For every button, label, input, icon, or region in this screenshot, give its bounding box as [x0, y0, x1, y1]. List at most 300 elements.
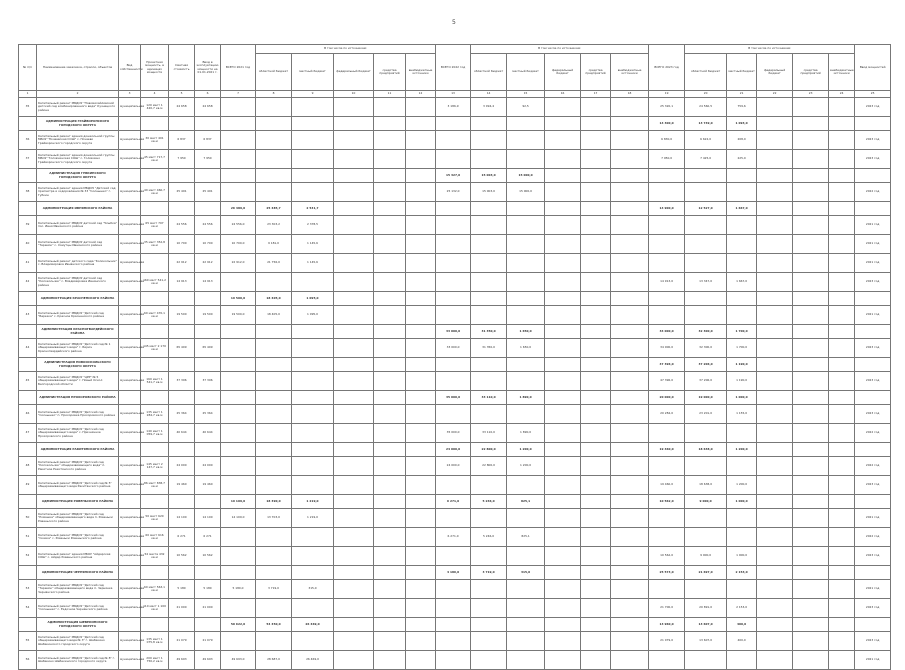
cell-t21 [221, 183, 256, 202]
cell-empty [793, 254, 829, 273]
cell-empty [793, 202, 829, 216]
col-total-2021: ВСЕГО 2021 год [221, 45, 256, 91]
cell-l21 [292, 358, 334, 372]
cell-r23: 23 201,0 [685, 405, 727, 424]
cell-empty [406, 580, 436, 599]
cell-empty [406, 618, 436, 632]
cell-r23: 9 000,0 [685, 547, 727, 566]
cell-name: Капитальный ремонт МБДОУ детский сад "Колокольчик" с. Владимировка Ивнянского района [37, 273, 119, 292]
cell-empty [545, 599, 581, 618]
cell-r22: 5 246,0 [471, 495, 507, 509]
cell-cap: 135 мест 1 284,7 кв.м [141, 405, 169, 424]
cell-empty [141, 325, 169, 339]
cell-l23 [727, 509, 757, 528]
cell-inp: 2023 год [855, 150, 891, 169]
cell-r22: 33 110,0 [471, 424, 507, 443]
cell-l23 [727, 235, 757, 254]
cell-l21 [292, 339, 334, 358]
column-number: 25 [855, 91, 891, 98]
cell-cap: 160 мест 541,2 кв.м [141, 273, 169, 292]
cell-l22 [507, 509, 545, 528]
cell-cost: 37 396 [169, 372, 195, 391]
column-number: 3 [119, 91, 141, 98]
cell-empty [406, 202, 436, 216]
cell-own: муниципальная [119, 372, 141, 391]
cell-l23 [727, 580, 757, 599]
cell-cost: 65 409 [169, 339, 195, 358]
cell-empty [581, 495, 611, 509]
cell-l23: 400,0 [727, 618, 757, 632]
cell-l22: 92,5 [507, 98, 545, 117]
cell-t22: 4 186,0 [436, 566, 471, 580]
cell-t23 [649, 457, 685, 476]
cell-own: муниципальная [119, 235, 141, 254]
cell-empty [374, 651, 406, 670]
cell-l22 [507, 632, 545, 651]
cell-empty [855, 325, 891, 339]
cell-l22 [507, 476, 545, 495]
col-group-2022: В том числе по источникам: [471, 45, 649, 54]
group-row [19, 566, 891, 580]
cell-r23 [685, 183, 727, 202]
cell-input: 6 271 [195, 528, 221, 547]
cell-empty [406, 98, 436, 117]
group-row [19, 358, 891, 372]
cell-empty [545, 547, 581, 566]
cell-t21 [221, 443, 256, 457]
table-row [19, 599, 891, 618]
group-row [19, 202, 891, 216]
cell-empty [334, 424, 374, 443]
cell-empty [374, 150, 406, 169]
cell-empty [334, 632, 374, 651]
cell-empty [19, 117, 37, 131]
cell-cost: 49 693 [169, 651, 195, 670]
cell-empty [141, 391, 169, 405]
cell-cap: 140 мест 1 059,7 кв.м [141, 424, 169, 443]
cell-empty [374, 580, 406, 599]
cell-empty [406, 235, 436, 254]
cell-t23: 47 396,0 [649, 358, 685, 372]
cell-empty [611, 216, 649, 235]
cell-name: Капитальный ремонт МБДОУ "Детский сад "Ромашка" общеразвивающего вида п. Ровеньки Ровеньского района [37, 509, 119, 528]
cell-empty [545, 632, 581, 651]
table-row [19, 183, 891, 202]
cell-empty [119, 202, 141, 216]
cell-l21 [292, 169, 334, 183]
cell-inp: 2023 год [855, 599, 891, 618]
cell-empty [757, 183, 793, 202]
cell-empty [829, 424, 855, 443]
cell-r22: 3 094,4 [471, 98, 507, 117]
cell-own: муниципальная [119, 509, 141, 528]
cell-t22 [436, 117, 471, 131]
cell-t21 [221, 117, 256, 131]
cell-empty [611, 292, 649, 306]
cell-l22: 825,1 [507, 495, 545, 509]
cell-l21: 2 531,7 [292, 202, 334, 216]
cell-empty [793, 169, 829, 183]
cell-empty [406, 292, 436, 306]
cell-name: Капитальный ремонт МБДОУ "Детский сад общеразвивающего вида" с. Призначное Прохоровского района [37, 424, 119, 443]
cell-t21 [221, 424, 256, 443]
cell-empty [793, 339, 829, 358]
cell-r22 [471, 117, 507, 131]
cell-t21 [221, 98, 256, 117]
cell-empty [829, 98, 855, 117]
table-row [19, 339, 891, 358]
column-number: 1 [19, 91, 37, 98]
cell-r22 [471, 273, 507, 292]
cell-r23: 19 000,0 [685, 391, 727, 405]
cell-t23: 19 460,0 [649, 476, 685, 495]
cell-empty [334, 183, 374, 202]
cell-t21 [221, 476, 256, 495]
col-offbudget-2023: внебюджетные источники [829, 54, 855, 91]
cell-l23 [727, 306, 757, 325]
cell-t22 [436, 651, 471, 670]
cell-empty [611, 306, 649, 325]
cell-empty [406, 131, 436, 150]
cell-t21 [221, 599, 256, 618]
cell-l21: 1 219,0 [292, 495, 334, 509]
cell-empty [334, 509, 374, 528]
cell-empty [195, 117, 221, 131]
cell-l21 [292, 476, 334, 495]
cell-l23 [727, 424, 757, 443]
cell-inp: 2022 год [855, 183, 891, 202]
cell-empty [581, 547, 611, 566]
column-number: 14 [471, 91, 507, 98]
cell-l21 [292, 131, 334, 150]
cell-empty [581, 599, 611, 618]
cell-l21 [292, 273, 334, 292]
cell-r22: 22 800,0 [471, 443, 507, 457]
cell-empty [793, 235, 829, 254]
cell-empty [757, 424, 793, 443]
cell-empty [855, 169, 891, 183]
table-row [19, 405, 891, 424]
cell-empty [829, 235, 855, 254]
cell-t21 [221, 150, 256, 169]
cell-input: 19 500 [195, 306, 221, 325]
cell-empty [581, 618, 611, 632]
cell-empty [829, 528, 855, 547]
cell-name: АДМИНИСТРАЦИЯ ЧЕРНЯНСКОГО РАЙОНА [37, 566, 119, 580]
cell-l22 [507, 292, 545, 306]
cell-l21 [292, 599, 334, 618]
cell-empty [374, 183, 406, 202]
col-local-2023: местный бюджет [727, 54, 757, 91]
cell-empty [374, 292, 406, 306]
cell-r23: 7 425,0 [685, 150, 727, 169]
cell-cap [141, 254, 169, 273]
cell-inp: 2023 год [855, 131, 891, 150]
cell-r23 [685, 169, 727, 183]
cell-empty [406, 509, 436, 528]
cell-empty [545, 235, 581, 254]
cell-cap: 135 мест 1 075,8 кв.м [141, 632, 169, 651]
column-number: 15 [507, 91, 545, 98]
cell-input: 49 693 [195, 651, 221, 670]
cell-empty [757, 509, 793, 528]
cell-empty [406, 325, 436, 339]
cell-cost: 10 562 [169, 547, 195, 566]
cell-empty [406, 599, 436, 618]
cell-t22: 33 000,0 [436, 325, 471, 339]
cell-r23: 37 206,0 [685, 358, 727, 372]
cell-empty [829, 358, 855, 372]
cell-empty [19, 391, 37, 405]
cell-t23: 6 830,0 [649, 131, 685, 150]
cell-empty [611, 358, 649, 372]
cell-l21: 1 095,0 [292, 306, 334, 325]
cell-empty [793, 495, 829, 509]
cell-t21 [221, 372, 256, 391]
cell-r22: 15 003,0 [471, 169, 507, 183]
cell-empty [169, 391, 195, 405]
cell-t22: 6 271,0 [436, 528, 471, 547]
cell-t21: 22 912,0 [221, 254, 256, 273]
cell-empty [374, 306, 406, 325]
cell-name: Капитальный ремонт МБДОУ "Детский сад "Солнышко" с. Ездочное Чернянского района [37, 599, 119, 618]
cell-t23 [649, 306, 685, 325]
cell-l22 [507, 273, 545, 292]
cell-empty [334, 476, 374, 495]
cell-r21 [256, 424, 292, 443]
cell-empty [374, 325, 406, 339]
cell-l22 [507, 547, 545, 566]
cell-r22 [471, 580, 507, 599]
cell-name: АДМИНИСТРАЦИЯ ГУБКИНСКОГО ГОРОДСКОГО ОКРУГА [37, 169, 119, 183]
col-local-2022: местный бюджет [507, 54, 545, 91]
cell-own: муниципальная [119, 98, 141, 117]
cell-t22 [436, 131, 471, 150]
col-federal-2023: федеральный бюджет [757, 54, 793, 91]
cell-empty [406, 150, 436, 169]
cell-empty [334, 150, 374, 169]
cell-empty [334, 651, 374, 670]
cell-inp: 2023 год [855, 273, 891, 292]
cell-empty [334, 580, 374, 599]
table-row [19, 476, 891, 495]
cell-input: 24 556 [195, 216, 221, 235]
cell-empty [757, 405, 793, 424]
cell-l23 [727, 169, 757, 183]
cell-empty [793, 509, 829, 528]
cell-empty [581, 150, 611, 169]
cell-empty [545, 618, 581, 632]
group-row [19, 443, 891, 457]
cell-empty [757, 566, 793, 580]
cell-empty [757, 306, 793, 325]
cell-r21 [256, 476, 292, 495]
cell-empty [195, 202, 221, 216]
cell-r23: 9 000,0 [685, 495, 727, 509]
cell-name: Капитальный ремонт МБДОУ детский сад "Улыбка" пос. Ивня Ивнянского района [37, 216, 119, 235]
cell-empty [406, 183, 436, 202]
cell-cost: 21 000 [169, 599, 195, 618]
cell-r22 [471, 509, 507, 528]
col-total-2022: ВСЕГО 2022 год [436, 45, 471, 91]
cell-empty [406, 424, 436, 443]
cell-r22 [471, 306, 507, 325]
cell-r22 [471, 405, 507, 424]
cell-empty [169, 202, 195, 216]
cell-r22 [471, 202, 507, 216]
cell-cap: 65 мест 707 кв.м [141, 216, 169, 235]
cell-input: 22 912 [195, 254, 221, 273]
table-row [19, 273, 891, 292]
cell-inp: 2021 год [855, 216, 891, 235]
cell-empty [545, 528, 581, 547]
cell-input: 21 079 [195, 632, 221, 651]
cell-l23 [727, 183, 757, 202]
cell-empty [374, 405, 406, 424]
cell-l21 [292, 150, 334, 169]
cell-t21: 19 500,0 [221, 306, 256, 325]
cell-empty [545, 117, 581, 131]
cell-n: 40 [19, 235, 37, 254]
cell-l23: 1 000,0 [727, 391, 757, 405]
cell-r23: 21 697,0 [685, 566, 727, 580]
cell-empty [757, 651, 793, 670]
cell-l23: 1 093,0 [727, 117, 757, 131]
cell-n: 56 [19, 651, 37, 670]
cell-l23: 1 155,0 [727, 405, 757, 424]
column-number: 5 [169, 91, 195, 98]
cell-empty [545, 391, 581, 405]
cell-r21: 18 405,0 [256, 292, 292, 306]
cell-r21 [256, 457, 292, 476]
cell-r23 [685, 528, 727, 547]
cell-empty [169, 495, 195, 509]
cell-empty [855, 292, 891, 306]
cell-l22 [507, 216, 545, 235]
cell-r23: 32 300,0 [685, 339, 727, 358]
cell-n: 51 [19, 528, 37, 547]
cell-empty [829, 216, 855, 235]
table-row [19, 216, 891, 235]
cell-r21 [256, 325, 292, 339]
cell-empty [334, 457, 374, 476]
cell-cost: 7 950 [169, 150, 195, 169]
cell-empty [545, 216, 581, 235]
col-regional-2022: областной бюджет [471, 54, 507, 91]
cell-empty [757, 547, 793, 566]
cell-own: муниципальная [119, 339, 141, 358]
cell-empty [374, 216, 406, 235]
cell-input: 6 837 [195, 131, 221, 150]
cell-r21 [256, 632, 292, 651]
cell-l21 [292, 424, 334, 443]
cell-empty [374, 273, 406, 292]
cell-r21: 18 390,0 [256, 495, 292, 509]
cell-l22 [507, 580, 545, 599]
cell-t22 [436, 292, 471, 306]
cell-input: 10 700 [195, 235, 221, 254]
cell-l23 [727, 651, 757, 670]
cell-r21 [256, 98, 292, 117]
cell-cost: 14 100 [169, 509, 195, 528]
column-number: 22 [757, 91, 793, 98]
cell-r21 [256, 169, 292, 183]
cell-l21: 1 145,6 [292, 235, 334, 254]
cell-input: 65 409 [195, 339, 221, 358]
cell-empty [374, 169, 406, 183]
cell-inp: 2023 год [855, 547, 891, 566]
cell-l22: 1 650,0 [507, 339, 545, 358]
cell-own: муниципальная [119, 528, 141, 547]
cell-r21 [256, 528, 292, 547]
cell-r21: 9 181,0 [256, 235, 292, 254]
cell-r23 [685, 651, 727, 670]
col-commissioning: Ввод мощностей [855, 45, 891, 91]
cell-empty [757, 117, 793, 131]
cell-empty [793, 547, 829, 566]
cell-empty [545, 325, 581, 339]
cell-cap: 30 мест 401 кв.м [141, 131, 169, 150]
cell-input: 14 913 [195, 273, 221, 292]
cell-empty [334, 169, 374, 183]
cell-empty [611, 476, 649, 495]
cell-empty [757, 457, 793, 476]
cell-own: муниципальная [119, 651, 141, 670]
cell-empty [611, 618, 649, 632]
cell-empty [581, 372, 611, 391]
cell-empty [141, 443, 169, 457]
cell-empty [19, 618, 37, 632]
cell-empty [141, 117, 169, 131]
cell-r22 [471, 372, 507, 391]
cell-cap: 120 мест 1 420,7 кв.м [141, 98, 169, 117]
cell-t23: 14 913,0 [649, 273, 685, 292]
cell-empty [757, 325, 793, 339]
cell-empty [374, 457, 406, 476]
table-row [19, 651, 891, 670]
cell-empty [829, 325, 855, 339]
column-number: 24 [829, 91, 855, 98]
cell-t23: 14 900,0 [649, 202, 685, 216]
group-row [19, 169, 891, 183]
cell-l21 [292, 325, 334, 339]
cell-inp: 2021 год [855, 254, 891, 273]
cell-empty [141, 292, 169, 306]
cell-r21 [256, 273, 292, 292]
cell-t22 [436, 150, 471, 169]
cell-input: 14 100 [195, 509, 221, 528]
cell-cap: 60 мест 563,1 кв.м [141, 580, 169, 599]
cell-empty [169, 443, 195, 457]
cell-cost: 24 658 [169, 98, 195, 117]
cell-r23 [685, 509, 727, 528]
table-row [19, 457, 891, 476]
cell-cost: 40 644 [169, 424, 195, 443]
cell-t22: 24 000,0 [436, 443, 471, 457]
cell-r21: 25 485,7 [256, 202, 292, 216]
cell-empty [334, 358, 374, 372]
cell-empty [334, 98, 374, 117]
cell-empty [141, 566, 169, 580]
cell-empty [855, 202, 891, 216]
cell-empty [334, 202, 374, 216]
cell-empty [545, 292, 581, 306]
cell-empty [581, 391, 611, 405]
cell-empty [793, 405, 829, 424]
cell-cap: 60 мест 616 кв.м [141, 528, 169, 547]
cell-r21 [256, 391, 292, 405]
cell-l21 [292, 183, 334, 202]
